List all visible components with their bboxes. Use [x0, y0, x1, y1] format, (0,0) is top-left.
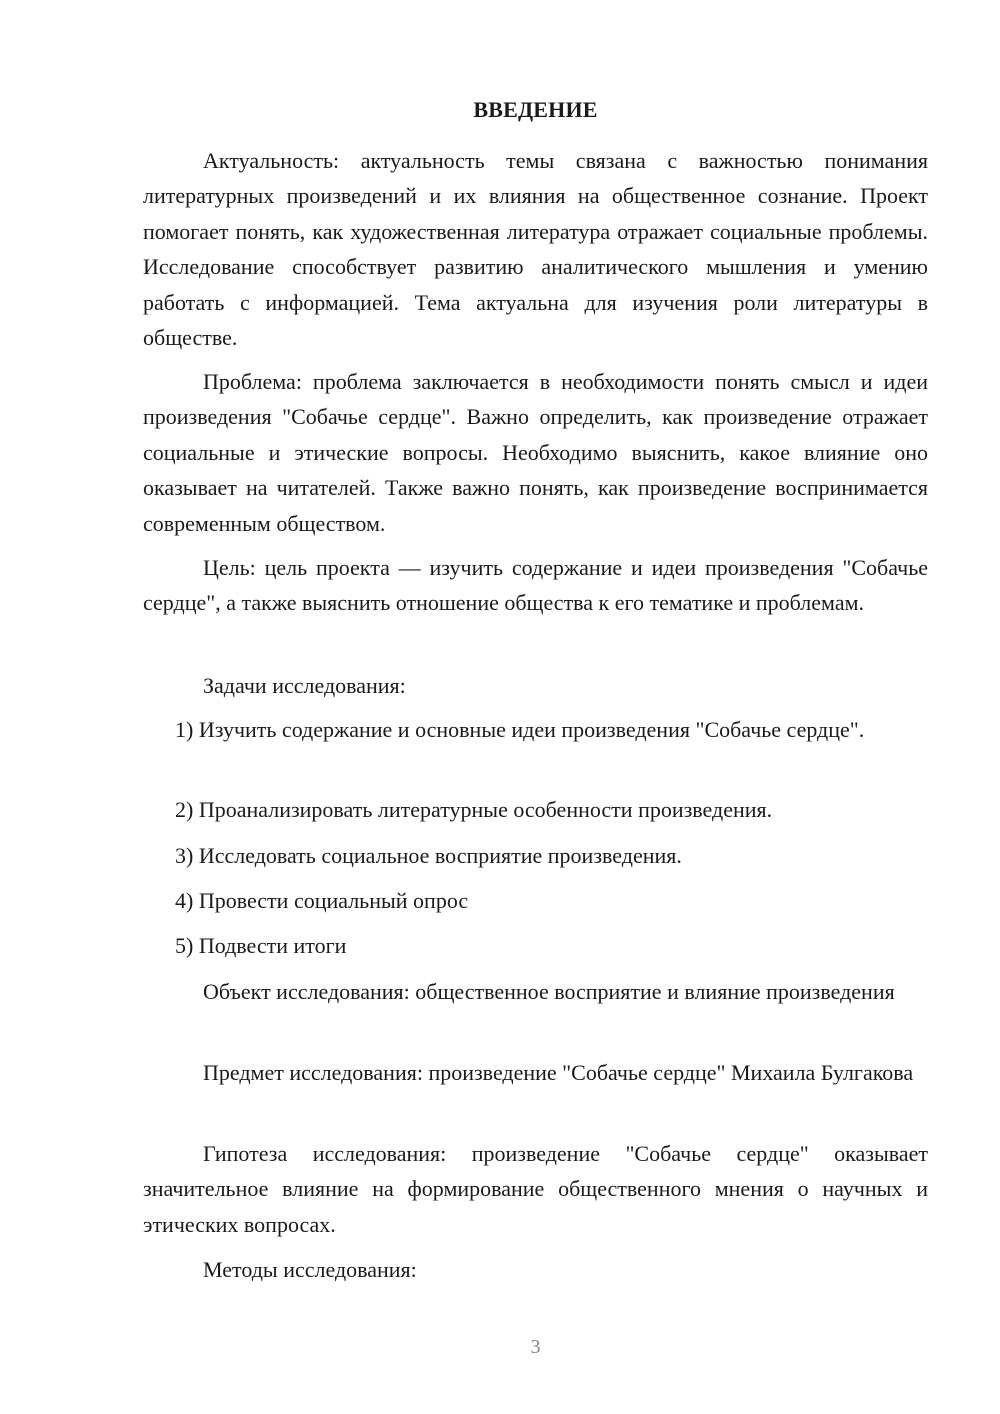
paragraph-hypothesis: Гипотеза исследования: произведение "Собачье сердце" оказывает значительное влияние на формирование общественного мнения о научных и этических вопросах. — [143, 1141, 928, 1237]
paragraph-object: Объект исследования: общественное восприятие и влияние произведения — [203, 979, 895, 1004]
page-number: 3 — [530, 1336, 541, 1358]
paragraph-relevance: Актуальность: актуальность темы связана с важностью понимания литературных произведений и их влияния на общественное сознание. Проект помогает понять, как художественная литература отражает социальные проблемы. Исследование способствует развитию аналитического мышления и умению работать с информацией. Тема актуальна для изучения роли литературы в обществе. — [143, 148, 928, 351]
paragraph-problem: Проблема: проблема заключается в необходимости понять смысл и идеи произведения "Собачье сердце". Важно определить, как произведение отражает социальные и этические вопросы. Необходимо выяснить, какое влияние оно оказывает на читателей. Также важно понять, как произведение воспринимается современным обществом. — [143, 369, 928, 536]
task-item-5: 5) Подвести итоги — [175, 933, 347, 958]
task-item-3: 3) Исследовать социальное восприятие произведения. — [175, 843, 682, 868]
task-item-4: 4) Провести социальный опрос — [175, 888, 469, 913]
paragraph-goal: Цель: цель проекта — изучить содержание и идеи произведения "Собачье сердце", а также выяснить отношение общества к его тематике и проблемам. — [143, 555, 928, 616]
paragraph-subject: Предмет исследования: произведение "Собачье сердце" Михаила Булгакова — [203, 1060, 914, 1085]
task-item-1: 1) Изучить содержание и основные идеи произведения "Собачье сердце". — [175, 717, 865, 742]
task-item-2: 2) Проанализировать литературные особенности произведения. — [175, 797, 773, 822]
tasks-heading: Задачи исследования: — [203, 673, 406, 698]
section-title: ВВЕДЕНИЕ — [473, 97, 598, 122]
document-page — [143, 0, 928, 1414]
methods-heading: Методы исследования: — [203, 1257, 417, 1282]
